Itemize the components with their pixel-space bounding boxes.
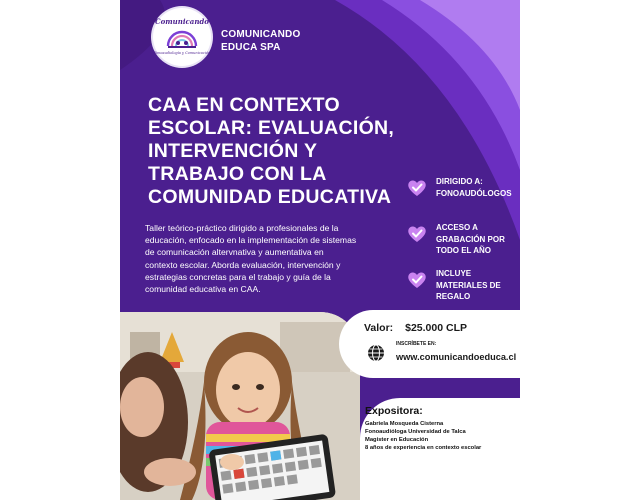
brand-name [221, 28, 300, 54]
speaker-experience: 8 años de experiencia en contexto escolar [365, 445, 482, 451]
speaker-heading: Expositora: [365, 405, 423, 417]
flyer [120, 0, 520, 500]
description-line: comunidad educativa en CAA. [145, 284, 261, 295]
globe-icon [367, 344, 385, 362]
brand-line: COMUNICANDO [221, 29, 301, 40]
feature-line: GRABACIÓN POR [436, 234, 505, 244]
heart-check-icon [407, 178, 427, 198]
logo-tagline: Fonoaudiología y Comunicación [153, 51, 211, 55]
heart-check-icon [407, 224, 427, 244]
speaker-details [365, 420, 520, 452]
price-panel [339, 310, 520, 378]
price-amount: $25.000 CLP [405, 322, 467, 334]
title-line: INTERVENCIÓN Y [148, 140, 318, 162]
feature-label [436, 176, 516, 199]
title-line: COMUNIDAD EDUCATIVA [148, 186, 392, 208]
feature-line: ACCESO A [436, 223, 478, 232]
description-line: Taller teórico-práctico dirigido a profesionales de la [145, 223, 339, 233]
logo-name: Comunicando [155, 17, 209, 26]
speaker-degree: Magister en Educación [365, 437, 429, 443]
title-line: TRABAJO CON LA [148, 163, 327, 185]
feature-item [407, 176, 517, 222]
rainbow-logo-icon [165, 26, 199, 50]
description-line: de comunicación altervnativa y aumentativa en [145, 247, 324, 258]
feature-label [436, 222, 516, 257]
title-line: ESCOLAR: EVALUACIÓN, [148, 117, 395, 139]
title-line: CAA EN CONTEXTO [148, 94, 340, 116]
course-title [148, 94, 403, 209]
feature-item [407, 268, 517, 314]
feature-label [436, 268, 516, 303]
description-line: estrategias concretas para el trabajo y guía de la [145, 271, 331, 282]
speaker-name: Gabriela Mosqueda Cisterna [365, 421, 444, 427]
description-line: educación, enfocado en la implementación de sistemas [145, 235, 357, 246]
feature-line: TODO EL AÑO [436, 246, 491, 255]
photo-girl-with-tablet [120, 312, 360, 500]
heart-check-icon [407, 270, 427, 290]
brand-line: EDUCA SPA [221, 42, 281, 53]
description-line: contexto escolar. Aborda evaluación, intervención y [145, 259, 341, 270]
feature-line: FONOAUDÓLOGOS [436, 188, 512, 198]
register-label: INSCRÍBETE EN: [396, 341, 437, 347]
course-description [145, 222, 377, 295]
feature-line: INCLUYE [436, 269, 472, 278]
photo-illustration [120, 312, 360, 500]
feature-line: MATERIALES DE [436, 280, 501, 290]
feature-list [407, 176, 517, 314]
feature-line: DIRIGIDO A: [436, 177, 483, 186]
feature-item [407, 222, 517, 268]
speaker-role: Fonoaudióloga Universidad de Talca [365, 429, 466, 435]
price-row [364, 322, 467, 334]
feature-line: REGALO [436, 292, 471, 301]
price-label: Valor: [364, 322, 394, 334]
website-link[interactable]: www.comunicandoeduca.cl [396, 352, 517, 362]
speaker-panel [360, 398, 520, 500]
logo [153, 8, 211, 66]
